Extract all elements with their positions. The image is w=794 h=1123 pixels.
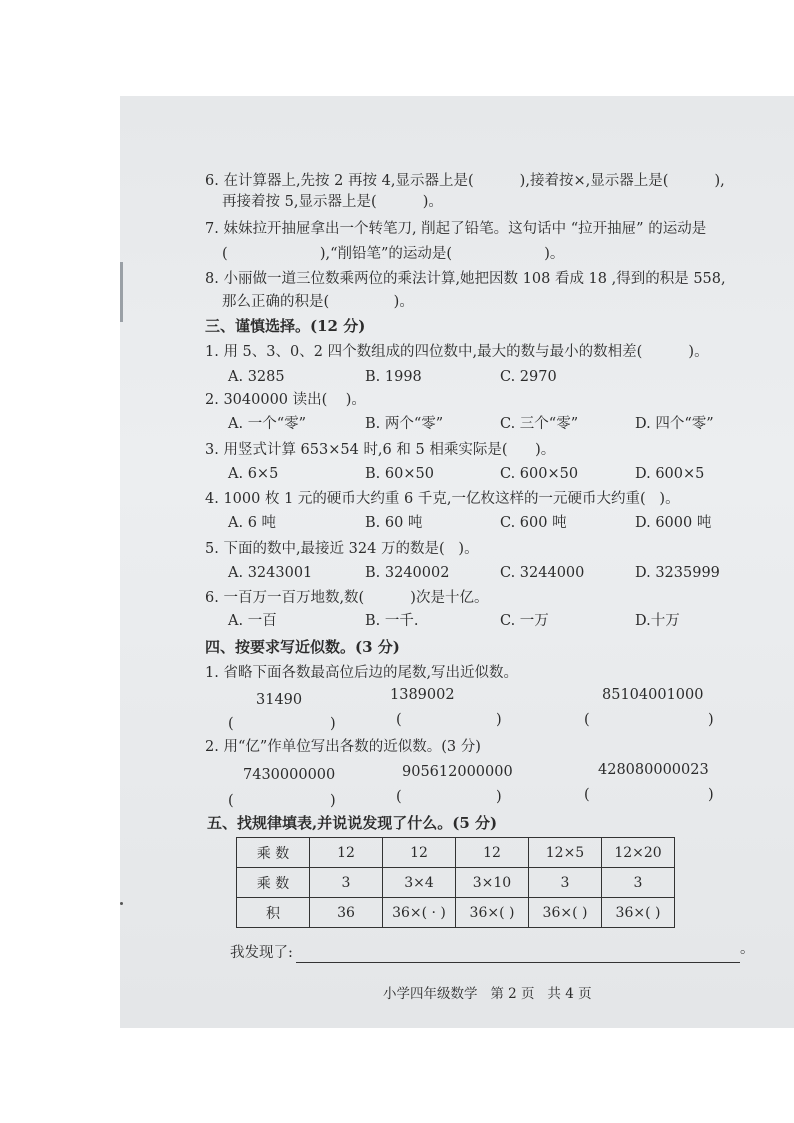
table-cell: 12: [383, 838, 456, 868]
answer-paren-close: ): [330, 716, 336, 732]
pattern-table: [236, 837, 675, 928]
choice-3-option-b: B. 60×50: [365, 466, 434, 482]
found-end-mark: 。: [740, 941, 755, 957]
answer-paren-open: (: [396, 712, 402, 728]
question-7-line-1: 7. 妹妹拉开抽屉拿出一个转笔刀, 削起了铅笔。这句话中 “拉开抽屉” 的运动是: [205, 221, 707, 237]
table-cell: 3×10: [456, 868, 529, 898]
choice-question-1: 1. 用 5、3、0、2 四个数组成的四位数中,最大的数与最小的数相差( )。: [205, 344, 709, 360]
table-cell: 36×( ): [456, 898, 529, 928]
approx-2-number-2: 905612000000: [402, 764, 513, 780]
approx-question-1: 1. 省略下面各数最高位后边的尾数,写出近似数。: [205, 665, 519, 681]
choice-2-option-d: D. 四个“零”: [635, 416, 714, 432]
table-cell: 12×5: [529, 838, 602, 868]
choice-5-option-d: D. 3235999: [635, 565, 720, 581]
choice-4-option-d: D. 6000 吨: [635, 515, 712, 531]
answer-paren-close: ): [496, 789, 502, 805]
choice-question-2: 2. 3040000 读出( )。: [205, 392, 366, 408]
choice-4-option-c: C. 600 吨: [500, 515, 567, 531]
choice-6-option-d: D.十万: [635, 613, 680, 629]
table-cell: 12: [310, 838, 383, 868]
approx-1-number-1: 31490: [256, 692, 303, 708]
table-cell: 3×4: [383, 868, 456, 898]
table-cell: 36: [310, 898, 383, 928]
table-cell: 36×( · ): [383, 898, 456, 928]
choice-3-option-d: D. 600×5: [635, 466, 705, 482]
choice-question-5: 5. 下面的数中,最接近 324 万的数是( )。: [205, 541, 479, 557]
choice-5-option-a: A. 3243001: [228, 565, 313, 581]
table-cell: 3: [310, 868, 383, 898]
answer-paren-close: ): [496, 712, 502, 728]
choice-5-option-c: C. 3244000: [500, 565, 585, 581]
table-row: [237, 838, 675, 868]
choice-2-option-a: A. 一个“零”: [228, 416, 307, 432]
section-3-title: 三、谨慎选择。(12 分): [205, 317, 366, 335]
table-cell: 3: [529, 868, 602, 898]
choice-2-option-c: C. 三个“零”: [500, 416, 579, 432]
question-8-line-2: 那么正确的积是( )。: [222, 294, 414, 310]
choice-3-option-a: A. 6×5: [228, 466, 279, 482]
section-4-title: 四、按要求写近似数。(3 分): [205, 638, 400, 656]
table-cell: 36×( ): [529, 898, 602, 928]
choice-1-option-b: B. 1998: [365, 369, 422, 385]
page-footer: 小学四年级数学 第 2 页 共 4 页: [383, 986, 592, 1002]
table-row: [237, 898, 675, 928]
choice-question-4: 4. 1000 枚 1 元的硬币大约重 6 千克,一亿枚这样的一元硬币大约重( )。: [205, 491, 680, 507]
approx-question-2: 2. 用“亿”作单位写出各数的近似数。(3 分): [205, 739, 481, 755]
choice-2-option-b: B. 两个“零”: [365, 416, 444, 432]
found-label: 我发现了:: [230, 945, 293, 961]
choice-4-option-b: B. 60 吨: [365, 515, 423, 531]
choice-6-option-a: A. 一百: [228, 613, 277, 629]
answer-paren-open: (: [228, 793, 234, 809]
choice-6-option-c: C. 一万: [500, 613, 549, 629]
approx-2-number-1: 7430000000: [243, 767, 336, 783]
approx-1-number-3: 85104001000: [602, 687, 704, 703]
choice-6-option-b: B. 一千.: [365, 613, 419, 629]
answer-paren-close: ): [708, 712, 714, 728]
paper-edge-mark: [120, 262, 123, 322]
table-row: [237, 868, 675, 898]
table-cell: 12×20: [602, 838, 675, 868]
section-5-title: 五、找规律填表,并说说发现了什么。(5 分): [207, 814, 498, 832]
approx-2-number-3: 428080000023: [598, 762, 709, 778]
scan-speck: [120, 902, 123, 905]
question-7-line-2: ( ),“削铅笔”的运动是( )。: [222, 246, 565, 262]
table-cell: 12: [456, 838, 529, 868]
table-cell: 36×( ): [602, 898, 675, 928]
table-header-cell: 乘 数: [237, 838, 310, 868]
answer-paren-open: (: [228, 716, 234, 732]
choice-1-option-a: A. 3285: [228, 369, 285, 385]
approx-1-number-2: 1389002: [390, 687, 455, 703]
question-6-line-2: 再接着按 5,显示器上是( )。: [222, 194, 443, 210]
table-header-cell: 乘 数: [237, 868, 310, 898]
choice-4-option-a: A. 6 吨: [228, 515, 277, 531]
choice-3-option-c: C. 600×50: [500, 466, 579, 482]
table-header-cell: 积: [237, 898, 310, 928]
answer-paren-close: ): [330, 793, 336, 809]
choice-1-option-c: C. 2970: [500, 369, 557, 385]
choice-5-option-b: B. 3240002: [365, 565, 450, 581]
question-8-line-1: 8. 小丽做一道三位数乘两位的乘法计算,她把因数 108 看成 18 ,得到的积是 558,: [205, 271, 726, 287]
answer-line: [296, 962, 740, 963]
table-cell: 3: [602, 868, 675, 898]
answer-paren-open: (: [584, 712, 590, 728]
answer-paren-open: (: [396, 789, 402, 805]
choice-question-6: 6. 一百万一百万地数,数( )次是十亿。: [205, 590, 489, 606]
answer-paren-open: (: [584, 787, 590, 803]
answer-paren-close: ): [708, 787, 714, 803]
choice-question-3: 3. 用竖式计算 653×54 时,6 和 5 相乘实际是( )。: [205, 442, 556, 458]
question-6-line-1: 6. 在计算器上,先按 2 再按 4,显示器上是( ),接着按×,显示器上是( ),: [205, 173, 725, 189]
